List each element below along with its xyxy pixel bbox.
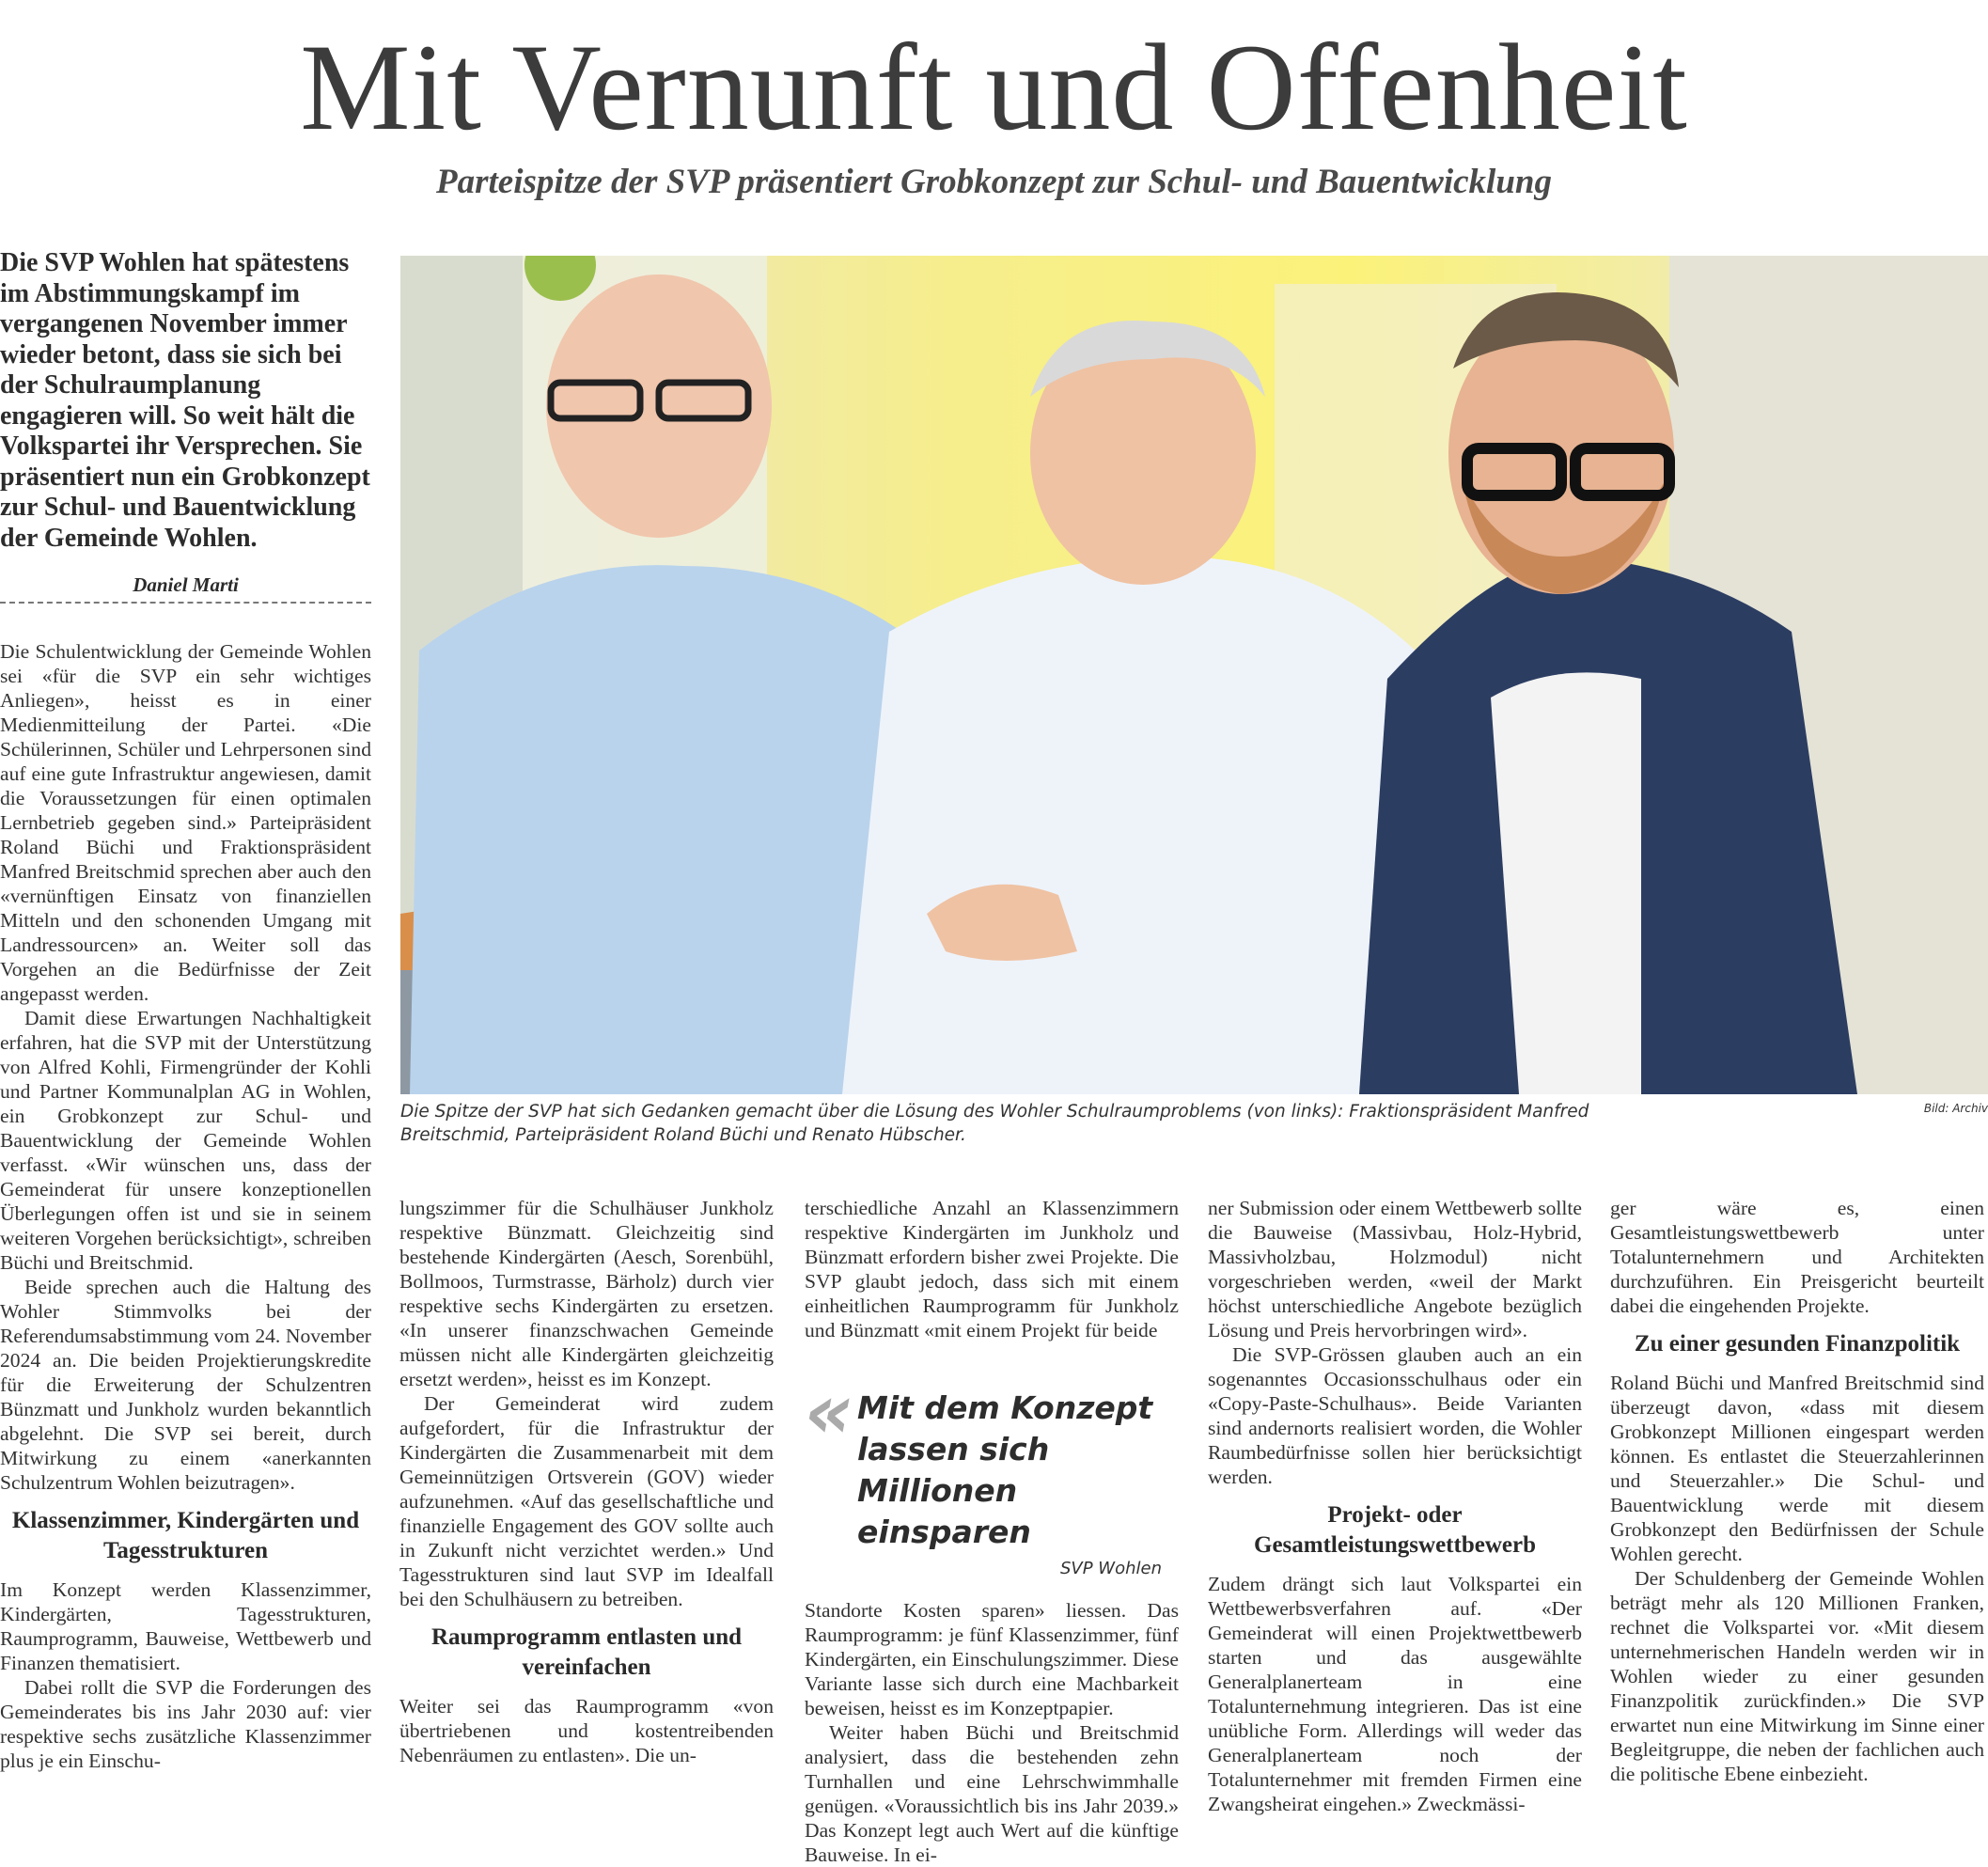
paragraph: Im Konzept werden Klassenzimmer, Kindergärten, Tagesstrukturen, Raumprogramm, Bauweise, Wettbewerb und Finanzen thematisiert. bbox=[0, 1578, 371, 1674]
lead-paragraph: Die SVP Wohlen hat spätestens im Abstimmungskampf im vergangenen November immer wieder betont, dass sie sich bei der Schulraumplanung engagieren will. So weit hält die Volkspartei ihr Versprechen. Sie präsentiert nun ein Grobkonzept zur Schul- und Bauentwicklung der Gemeinde Wohlen. bbox=[0, 248, 370, 553]
column-4 bbox=[1208, 1196, 1582, 1816]
quote-mark-icon: « bbox=[805, 1368, 853, 1455]
paragraph: Damit diese Erwartungen Nachhaltigkeit erfahren, hat die SVP mit der Unterstützung von Alfred Kohli, Firmengründer der Kohli und Partner Kommunalplan AG in Wohlen, ein Grobkonzept zur Schul- und Bauentwicklung der Gemeinde Wohlen verfasst. «Wir wünschen uns, dass der Gemeinderat für unsere konzeptionellen Überlegungen offen ist und sie in seinem weiteren Vorgehen berücksichtigt», schreiben Büchi und Breitschmid. bbox=[0, 1007, 371, 1274]
paragraph: Standorte Kosten sparen» liessen. Das Raumprogramm: je fünf Klassenzimmer, fünf Kindergärten, ein Einschulungszimmer. Diese Variante lasse sich durch eine Machbarkeit beweisen, heisst es im Konzeptpapier. bbox=[805, 1599, 1179, 1719]
paragraph: Roland Büchi und Manfred Breitschmid sind überzeugt davon, «dass mit diesem Grobkonzept Millionen eingespart werden können. Es entlastet die Steuerzahlerinnen und Steuerzahler.» Die Schul- und Bauentwicklung werde mit diesem Grobkonzept den Bedürfnissen der Schule Wohlen gerecht. bbox=[1610, 1372, 1984, 1565]
column-2 bbox=[399, 1196, 774, 1767]
photo-caption: Die Spitze der SVP hat sich Gedanken gemacht über die Lösung des Wohler Schulraumproblems (von links): Fraktionspräsident Manfred Breitschmid, Parteipräsident Roland Büchi und Renato Hübscher. bbox=[400, 1102, 1589, 1145]
paragraph: ner Submission oder einem Wettbewerb sollte die Bauweise (Massivbau, Holz-Hybrid, Massivholzbau, Holzmodul) nicht vorgeschrieben werden, «weil der Markt höchst unterschiedliche Angebote bezüglich Lösung und Preis hervorbringen wird». bbox=[1208, 1197, 1582, 1341]
paragraph: Weiter haben Büchi und Breitschmid analysiert, dass die bestehenden zehn Turnhallen und eine Lehrschwimmhalle genügen. «Voraussichtlich bis ins Jahr 2039.» Das Konzept legt auch Wert auf die künftige Bauweise. In ei- bbox=[805, 1721, 1179, 1866]
headline: Mit Vernunft und Offenheit bbox=[300, 18, 1688, 156]
section-heading: Raumprogramm entlasten und vereinfachen bbox=[430, 1624, 743, 1680]
photo-credit: Bild: Archiv bbox=[1923, 1102, 1988, 1115]
paragraph: lungszimmer für die Schulhäuser Junkholz respektive Bünzmatt. Gleichzeitig sind bestehende Kindergärten (Aesch, Sorenbühl, Bollmoos, Turmstrasse, Bärholz) durch vier respektive sechs Kindergärten zu ersetzen. «In unserer finanzschwachen Gemeinde müssen nicht alle Kindergärten gleichzeitig ersetzt werden», heisst es im Konzept. bbox=[399, 1197, 774, 1390]
paragraph: terschiedliche Anzahl an Klassenzimmern respektive Kindergärten im Junkholz und Bünzmatt erfordern bisher zwei Projekte. Die SVP glaubt jedoch, dass sich mit einem einheitlichen Raumprogramm für Junkholz und Bünzmatt «mit einem Projekt für beide bbox=[805, 1197, 1179, 1341]
paragraph: Dabei rollt die SVP die Forderungen des Gemeinderates bis ins Jahr 2030 auf: vier respektive sechs zusätzliche Klassenzimmer plus je ein Einschu- bbox=[0, 1676, 371, 1772]
column-1 bbox=[0, 639, 371, 1773]
column-3-bottom bbox=[805, 1598, 1179, 1867]
column-3-top bbox=[805, 1196, 1179, 1342]
paragraph: Zudem drängt sich laut Volkspartei ein Wettbewerbsverfahren auf. «Der Gemeinderat will einen Projektwettbewerb starten und das ausgewählte Generalplanerteam in eine Totalunternehmung integrieren. Das ist eine unübliche Form. Allerdings will weder das Generalplanerteam noch der Totalunternehmer mit fremden Firmen eine Zwangsheirat eingehen.» Zweckmässi- bbox=[1208, 1573, 1582, 1815]
pull-quote-source: SVP Wohlen bbox=[1059, 1559, 1162, 1578]
section-heading: Projekt- oder Gesamtleistungswettbewerb bbox=[1254, 1502, 1536, 1558]
author-byline: Daniel Marti bbox=[0, 572, 371, 604]
paragraph: ger wäre es, einen Gesamtleistungswettbewerb unter Totalunternehmern und Architekten durchzuführen. Ein Preisgericht beurteilt dabei die eingehenden Projekte. bbox=[1610, 1197, 1984, 1317]
photo-illustration bbox=[400, 256, 1988, 1094]
pull-quote-text: Mit dem Konzept lassen sich Millionen einsparen bbox=[857, 1389, 1153, 1550]
section-heading: Klassenzimmer, Kindergärten und Tagesstrukturen bbox=[11, 1508, 360, 1563]
column-5 bbox=[1610, 1196, 1984, 1786]
paragraph: Der Schuldenberg der Gemeinde Wohlen beträgt mehr als 120 Millionen Franken, rechnet die Volkspartei vor. «Mit diesem unternehmerischen Handeln werden wir in Wohlen wieder zu einer gesunden Finanzpolitik zurückfinden.» Die SVP erwartet nun eine Mitwirkung im Sinne einer Begleitgruppe, die neben der fachlichen auch die politische Ebene einbezieht. bbox=[1610, 1567, 1984, 1785]
paragraph: Die Schulentwicklung der Gemeinde Wohlen sei «für die SVP ein sehr wichtiges Anliegen», heisst es in einer Medienmitteilung der Partei. «Die Schülerinnen, Schüler und Lehrpersonen sind auf eine gute Infrastruktur angewiesen, damit die Voraussetzungen für einen optimalen Lernbetrieb gegeben sind.» Parteipräsident Roland Büchi und Fraktionspräsident Manfred Breitschmid sprechen aber auch den «vernünftigen Einsatz von finanziellen Mitteln und den schonenden Umgang mit Landressourcen» an. Weiter soll das Vorgehen an die Bedürfnisse der Zeit angepasst werden. bbox=[0, 640, 371, 1005]
article-photo bbox=[400, 256, 1988, 1094]
paragraph: Weiter sei das Raumprogramm «von übertriebenen und kostentreibenden Nebenräumen zu entlasten». Die un- bbox=[399, 1695, 774, 1766]
pull-quote bbox=[805, 1368, 1162, 1578]
subtitle: Parteispitze der SVP präsentiert Grobkonzept zur Schul- und Bauentwicklung bbox=[436, 163, 1552, 201]
paragraph: Beide sprechen auch die Haltung des Wohler Stimmvolks bei der Referendumsabstimmung vom 24. November 2024 an. Die beiden Projektierungskredite für die Erweiterung der Schulzentren Bünzmatt und Junkholz wurden bekanntlich abgelehnt. Die SVP sei bereit, durch Mitwirkung zu einem «anerkannten Schulzentrum Wohlen beizutragen». bbox=[0, 1276, 371, 1494]
paragraph: Der Gemeinderat wird zudem aufgefordert, für die Infrastruktur der Kindergärten die Zusammenarbeit mit dem Gemeinnützigen Ortsverein (GOV) wieder aufzunehmen. «Auf das gesellschaftliche und finanzielle Engagement des GOV sollte auch in Zukunft nicht verzichtet werden.» Und Tagesstrukturen sind laut SVP im Idealfall bei den Schulhäusern zu betreiben. bbox=[399, 1392, 774, 1610]
section-heading: Zu einer gesunden Finanzpolitik bbox=[1634, 1331, 1961, 1357]
paragraph: Die SVP-Grössen glauben auch an ein sogenanntes Occasionsschulhaus oder ein «Copy-Paste-Schulhaus». Beide Varianten sind andernorts realisiert worden, die Wohler Raumbedürfnisse sollen hier berücksichtigt werden. bbox=[1208, 1343, 1582, 1488]
